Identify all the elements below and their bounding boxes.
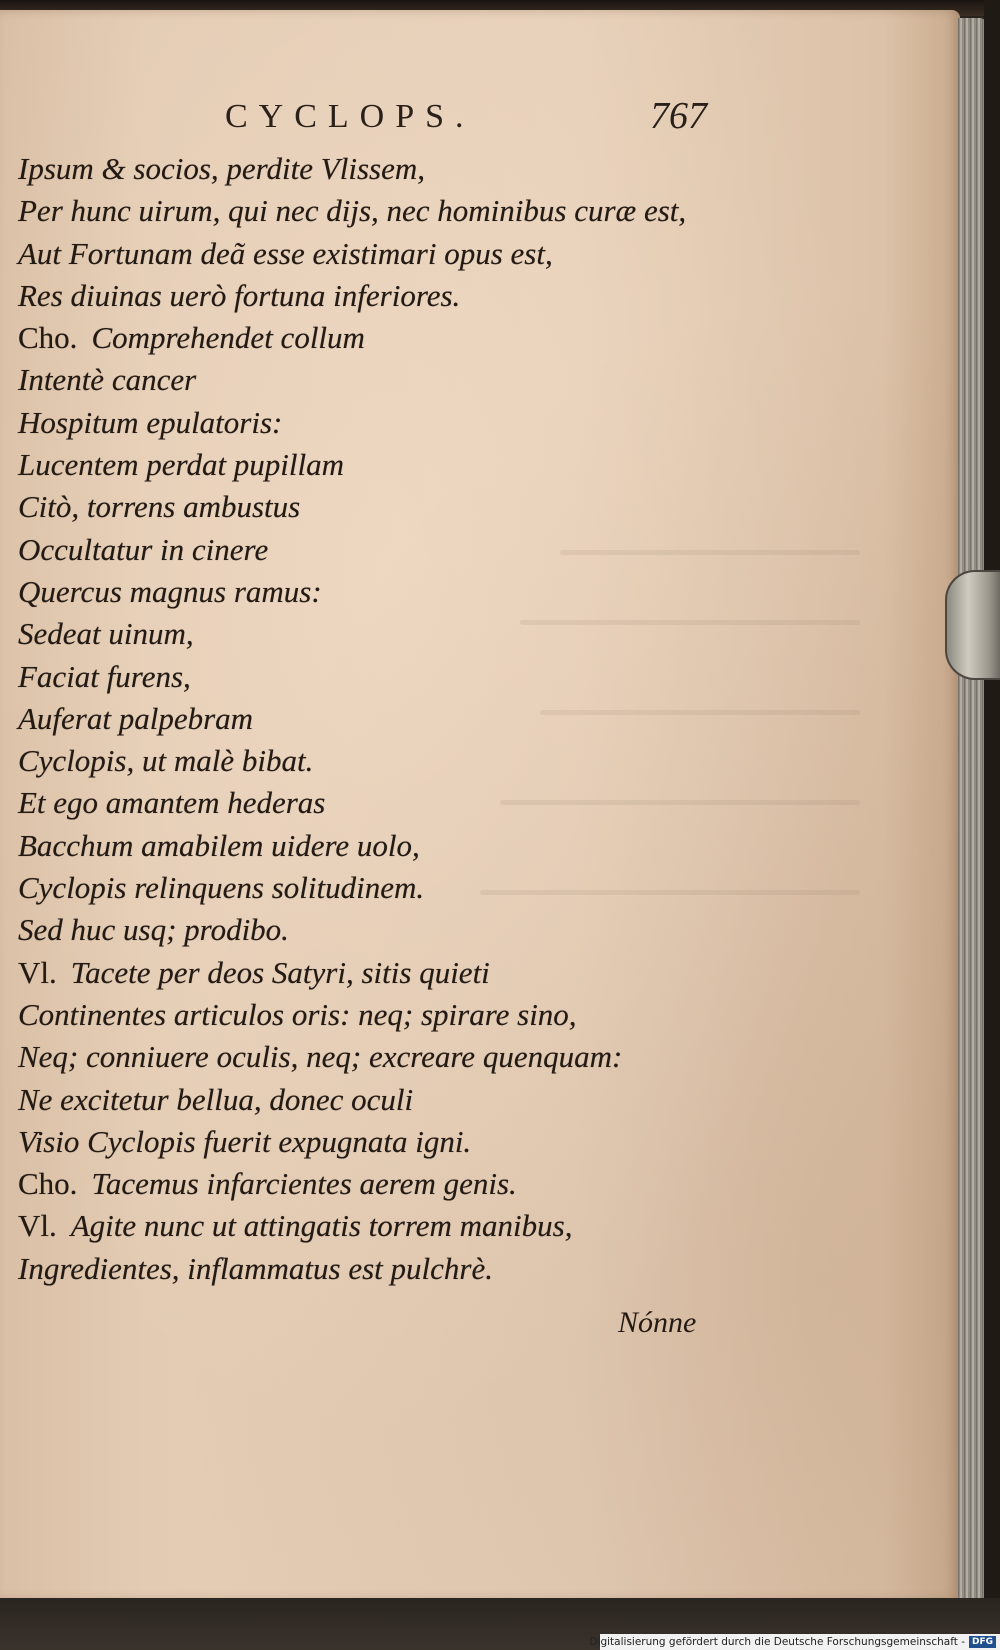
text-line [18,825,686,867]
speaker-label: Vl. [18,954,57,990]
text-line [18,1079,686,1121]
text-line [18,529,686,571]
text-line [18,402,686,444]
text-line [18,233,686,275]
running-head: CYCLOPS. [225,98,475,135]
text-block [18,148,686,1290]
line-text: Continentes articulos oris: neq; spirare sino, [18,996,577,1032]
text-line [18,952,686,994]
text-line [18,148,686,190]
line-text: Ipsum & socios, perdite Vlissem, [18,151,425,186]
line-text: Faciat furens, [18,658,191,694]
line-text: Comprehendet collum [91,320,365,356]
line-text: Occultatur in cinere [18,531,269,567]
text-line [18,867,686,909]
text-line [18,1205,686,1247]
text-line [18,486,686,528]
text-line [18,698,686,740]
line-text: Aut Fortunam deã esse existimari opus est, [18,235,553,271]
text-line [18,1121,686,1163]
dfg-logo-icon[interactable]: DFG [969,1636,996,1648]
speaker-label: Cho. [18,1166,78,1202]
text-line [18,317,686,359]
stacked-page-edges [958,18,986,1598]
line-text: Intentè cancer [18,362,197,398]
line-text: Cyclopis relinquens solitudinem. [18,870,425,906]
line-text: Tacemus infarcientes aerem genis. [91,1166,517,1202]
line-text: Per hunc uirum, qui nec dijs, nec hominibus curæ est, [18,193,687,229]
line-text: Et ego amantem hederas [18,785,326,821]
line-text: Quercus magnus ramus: [18,573,322,609]
text-line [18,1248,686,1290]
line-text: Neq; conniuere oculis, neq; excreare quenquam: [18,1039,623,1075]
page-number: 767 [650,95,707,137]
line-text: Citò, torrens ambustus [18,489,301,525]
text-line [18,909,686,951]
credit-text: Digitalisierung gefördert durch die Deutsche Forschungsgemeinschaft - [589,1636,965,1648]
text-line [18,656,686,698]
digitisation-credit [589,1634,1000,1650]
text-line [18,1036,686,1078]
text-line [18,1163,686,1205]
speaker-label: Vl. [18,1208,57,1244]
text-line [18,444,686,486]
line-text: Sed huc usq; prodibo. [18,912,289,948]
catchword: Nónne [618,1306,697,1339]
binding-strip [984,0,1000,1650]
text-line [18,740,686,782]
line-text: Tacete per deos Satyri, sitis quieti [70,954,490,990]
line-text: Lucentem perdat pupillam [18,447,345,483]
text-line [18,994,686,1036]
text-line [18,782,686,824]
line-text: Agite nunc ut attingatis torrem manibus, [70,1208,573,1244]
line-text: Hospitum epulatoris: [18,404,283,440]
line-text: Res diuinas uerò fortuna inferiores. [18,277,461,313]
text-line [18,571,686,613]
text-line [18,359,686,401]
book-page [0,10,960,1600]
line-text: Ingredientes, inflammatus est pulchrè. [18,1250,493,1286]
line-text: Ne excitetur bellua, donec oculi [18,1081,414,1117]
speaker-label: Cho. [18,320,78,356]
line-text: Bacchum amabilem uidere uolo, [18,827,420,863]
line-text: Auferat palpebram [18,700,254,736]
text-line [18,275,686,317]
text-line [18,613,686,655]
text-line [18,190,686,232]
line-text: Cyclopis, ut malè bibat. [18,743,314,779]
line-text: Sedeat uinum, [18,616,194,652]
page-clip-icon [945,570,1000,680]
line-text: Visio Cyclopis fuerit expugnata igni. [18,1123,472,1159]
